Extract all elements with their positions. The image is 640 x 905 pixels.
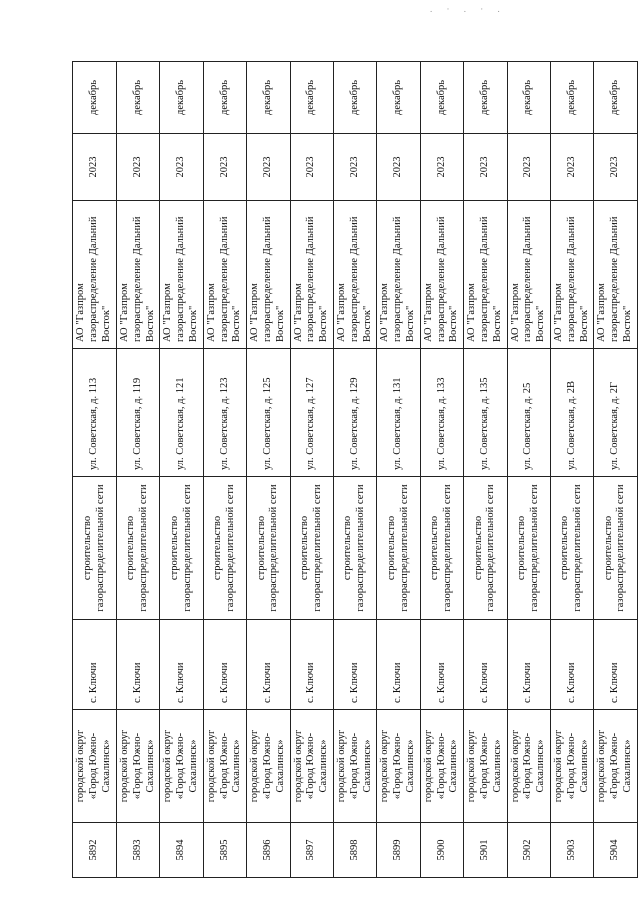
row-number: 5899 — [377, 823, 420, 878]
rotated-table-wrapper — [72, 62, 633, 878]
row-number: 5902 — [507, 823, 550, 878]
year-cell: 2023 — [594, 134, 637, 201]
work-type-cell: строительство газораспределительной сети — [290, 477, 333, 620]
municipality-cell: городской округ «Город Южно-Сахалинск» — [464, 710, 507, 823]
municipality-cell: городской округ «Город Южно-Сахалинск» — [594, 710, 637, 823]
organization-cell: АО "Газпром газораспределение Дальний Восток" — [203, 201, 246, 349]
locality-cell: с. Ключи — [290, 620, 333, 710]
address-cell: ул. Советская, д. 25 — [507, 349, 550, 477]
organization-cell: АО "Газпром газораспределение Дальний Восток" — [160, 201, 203, 349]
municipality-cell: городской округ «Город Южно-Сахалинск» — [377, 710, 420, 823]
table-row — [507, 62, 550, 878]
year-cell: 2023 — [507, 134, 550, 201]
locality-cell: с. Ключи — [203, 620, 246, 710]
table-row — [73, 62, 117, 878]
address-cell: ул. Советская, д. 119 — [117, 349, 160, 477]
row-number: 5894 — [160, 823, 203, 878]
month-cell: декабрь — [290, 62, 333, 134]
month-cell: декабрь — [550, 62, 593, 134]
locality-cell: с. Ключи — [333, 620, 376, 710]
address-cell: ул. Советская, д. 123 — [203, 349, 246, 477]
month-cell: декабрь — [203, 62, 246, 134]
address-cell: ул. Советская, д. 129 — [333, 349, 376, 477]
year-cell: 2023 — [73, 134, 117, 201]
year-cell: 2023 — [247, 134, 290, 201]
table-row — [464, 62, 507, 878]
municipality-cell: городской округ «Город Южно-Сахалинск» — [290, 710, 333, 823]
municipality-cell: городской округ «Город Южно-Сахалинск» — [203, 710, 246, 823]
scan-marks: . · . · . — [430, 4, 506, 14]
locality-cell: с. Ключи — [117, 620, 160, 710]
year-cell: 2023 — [203, 134, 246, 201]
row-number: 5893 — [117, 823, 160, 878]
locality-cell: с. Ключи — [377, 620, 420, 710]
address-cell: ул. Советская, д. 125 — [247, 349, 290, 477]
month-cell: декабрь — [160, 62, 203, 134]
table-row — [420, 62, 463, 878]
work-type-cell: строительство газораспределительной сети — [160, 477, 203, 620]
month-cell: декабрь — [594, 62, 637, 134]
municipality-cell: городской округ «Город Южно-Сахалинск» — [247, 710, 290, 823]
work-type-cell: строительство газораспределительной сети — [117, 477, 160, 620]
work-type-cell: строительство газораспределительной сети — [594, 477, 637, 620]
address-cell: ул. Советская, д. 121 — [160, 349, 203, 477]
table-row — [333, 62, 376, 878]
row-number: 5901 — [464, 823, 507, 878]
organization-cell: АО "Газпром газораспределение Дальний Восток" — [333, 201, 376, 349]
month-cell: декабрь — [247, 62, 290, 134]
municipality-cell: городской округ «Город Южно-Сахалинск» — [333, 710, 376, 823]
year-cell: 2023 — [420, 134, 463, 201]
address-cell: ул. Советская, д. 127 — [290, 349, 333, 477]
year-cell: 2023 — [160, 134, 203, 201]
table-row — [594, 62, 637, 878]
locality-cell: с. Ключи — [464, 620, 507, 710]
row-number: 5900 — [420, 823, 463, 878]
year-cell: 2023 — [117, 134, 160, 201]
address-cell: ул. Советская, д. 135 — [464, 349, 507, 477]
municipality-cell: городской округ «Город Южно-Сахалинск» — [550, 710, 593, 823]
organization-cell: АО "Газпром газораспределение Дальний Восток" — [377, 201, 420, 349]
row-number: 5898 — [333, 823, 376, 878]
gasification-schedule-table — [72, 61, 638, 878]
year-cell: 2023 — [377, 134, 420, 201]
organization-cell: АО "Газпром газораспределение Дальний Восток" — [420, 201, 463, 349]
locality-cell: с. Ключи — [507, 620, 550, 710]
work-type-cell: строительство газораспределительной сети — [247, 477, 290, 620]
organization-cell: АО "Газпром газораспределение Дальний Восток" — [247, 201, 290, 349]
table-body — [73, 62, 638, 878]
municipality-cell: городской округ «Город Южно-Сахалинск» — [507, 710, 550, 823]
document-page — [72, 62, 633, 878]
month-cell: декабрь — [73, 62, 117, 134]
year-cell: 2023 — [333, 134, 376, 201]
municipality-cell: городской округ «Город Южно-Сахалинск» — [73, 710, 117, 823]
address-cell: ул. Советская, д. 131 — [377, 349, 420, 477]
table-row — [247, 62, 290, 878]
year-cell: 2023 — [550, 134, 593, 201]
year-cell: 2023 — [464, 134, 507, 201]
work-type-cell: строительство газораспределительной сети — [333, 477, 376, 620]
locality-cell: с. Ключи — [73, 620, 117, 710]
work-type-cell: строительство газораспределительной сети — [507, 477, 550, 620]
year-cell: 2023 — [290, 134, 333, 201]
work-type-cell: строительство газораспределительной сети — [203, 477, 246, 620]
locality-cell: с. Ключи — [550, 620, 593, 710]
month-cell: декабрь — [507, 62, 550, 134]
month-cell: декабрь — [464, 62, 507, 134]
address-cell: ул. Советская, д. 133 — [420, 349, 463, 477]
municipality-cell: городской округ «Город Южно-Сахалинск» — [160, 710, 203, 823]
row-number: 5892 — [73, 823, 117, 878]
locality-cell: с. Ключи — [247, 620, 290, 710]
organization-cell: АО "Газпром газораспределение Дальний Восток" — [550, 201, 593, 349]
table-row — [117, 62, 160, 878]
table-row — [377, 62, 420, 878]
table-row — [160, 62, 203, 878]
month-cell: декабрь — [333, 62, 376, 134]
work-type-cell: строительство газораспределительной сети — [550, 477, 593, 620]
work-type-cell: строительство газораспределительной сети — [420, 477, 463, 620]
organization-cell: АО "Газпром газораспределение Дальний Восток" — [290, 201, 333, 349]
organization-cell: АО "Газпром газораспределение Дальний Восток" — [117, 201, 160, 349]
row-number: 5904 — [594, 823, 637, 878]
locality-cell: с. Ключи — [160, 620, 203, 710]
locality-cell: с. Ключи — [594, 620, 637, 710]
organization-cell: АО "Газпром газораспределение Дальний Восток" — [464, 201, 507, 349]
month-cell: декабрь — [420, 62, 463, 134]
month-cell: декабрь — [377, 62, 420, 134]
organization-cell: АО "Газпром газораспределение Дальний Восток" — [73, 201, 117, 349]
table-row — [203, 62, 246, 878]
address-cell: ул. Советская, д. 2Г — [594, 349, 637, 477]
table-row — [290, 62, 333, 878]
municipality-cell: городской округ «Город Южно-Сахалинск» — [117, 710, 160, 823]
municipality-cell: городской округ «Город Южно-Сахалинск» — [420, 710, 463, 823]
address-cell: ул. Советская, д. 2В — [550, 349, 593, 477]
row-number: 5896 — [247, 823, 290, 878]
row-number: 5895 — [203, 823, 246, 878]
row-number: 5903 — [550, 823, 593, 878]
locality-cell: с. Ключи — [420, 620, 463, 710]
table-row — [550, 62, 593, 878]
address-cell: ул. Советская, д. 113 — [73, 349, 117, 477]
organization-cell: АО "Газпром газораспределение Дальний Восток" — [507, 201, 550, 349]
row-number: 5897 — [290, 823, 333, 878]
work-type-cell: строительство газораспределительной сети — [73, 477, 117, 620]
work-type-cell: строительство газораспределительной сети — [377, 477, 420, 620]
work-type-cell: строительство газораспределительной сети — [464, 477, 507, 620]
organization-cell: АО "Газпром газораспределение Дальний Восток" — [594, 201, 637, 349]
month-cell: декабрь — [117, 62, 160, 134]
